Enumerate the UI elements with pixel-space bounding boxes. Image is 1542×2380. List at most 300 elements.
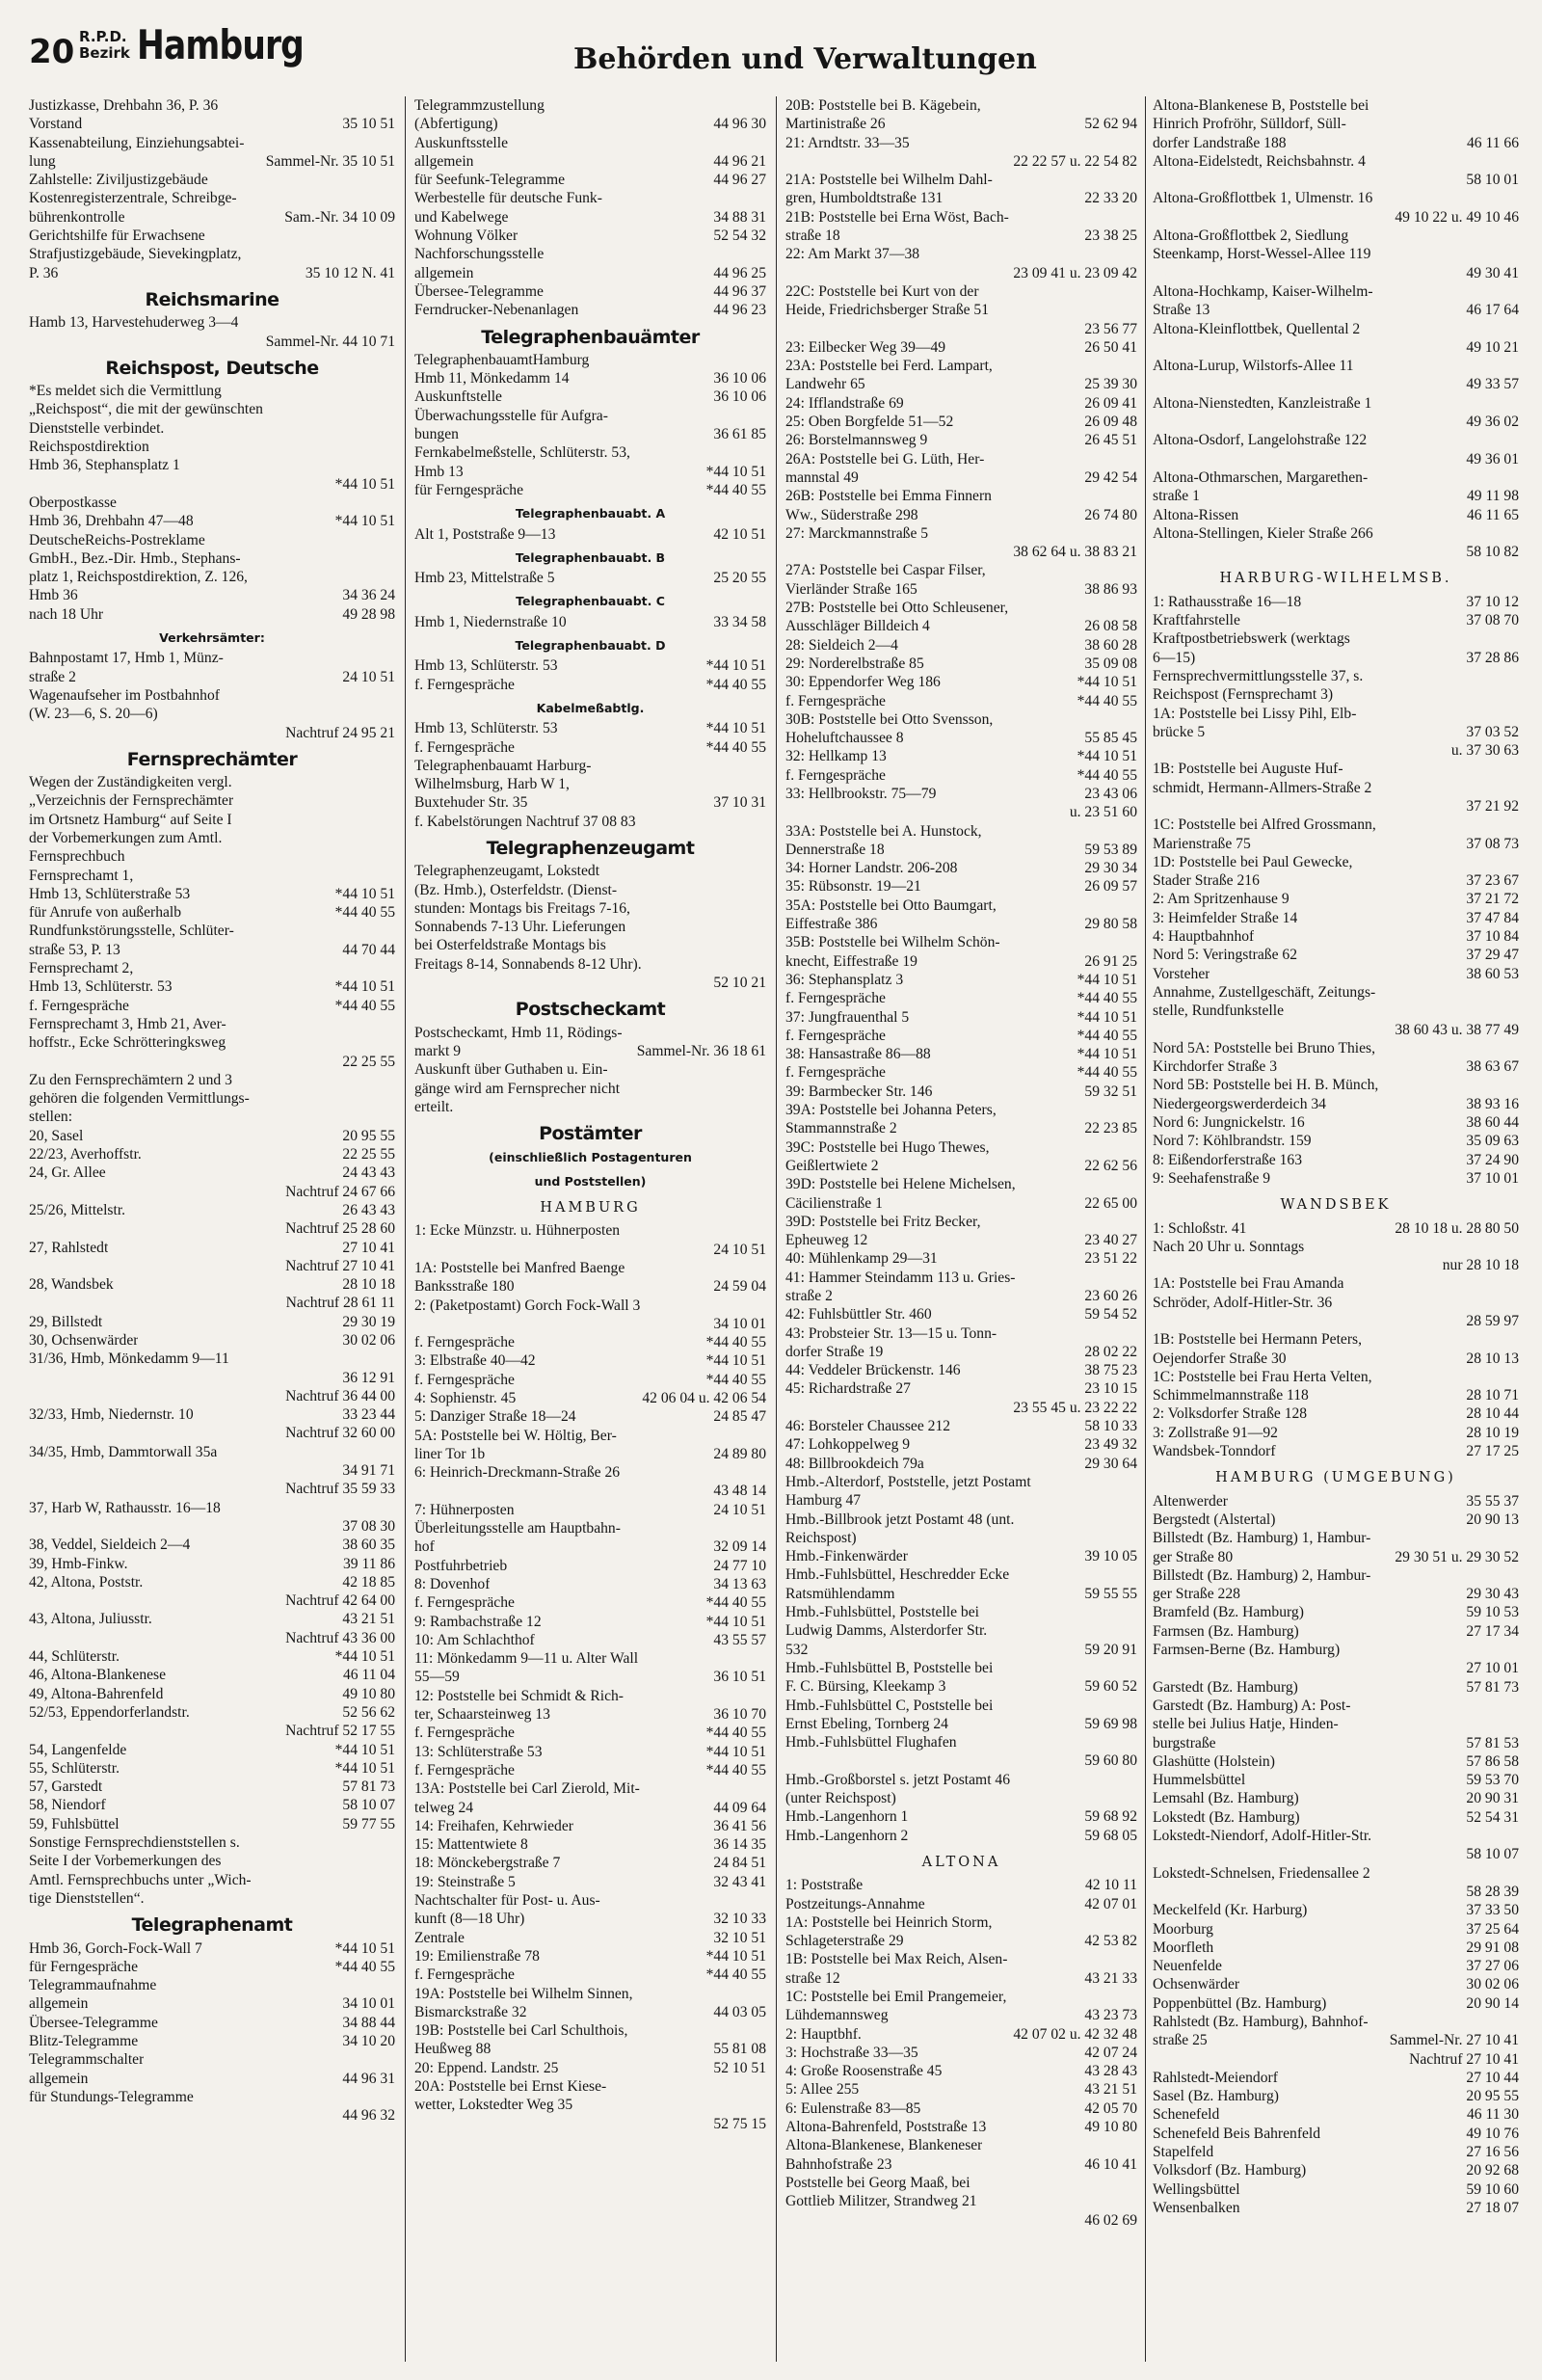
phone-number: 37 29 47 [1466, 947, 1519, 964]
directory-entry [1153, 1975, 1519, 1993]
directory-entry [785, 1733, 1137, 1752]
directory-entry [1153, 1057, 1519, 1076]
entry-text: 44: Veddeler Brückenstr. 146 [785, 1362, 961, 1379]
entry-text: 1C: Poststelle bei Frau Herta Velten, [1153, 1368, 1372, 1385]
entry-text: Vorstand [29, 116, 83, 133]
entry-text: f. Ferngespräche [785, 990, 886, 1007]
entry-text: Hmb.-Fuhlsbüttel Flughafen [785, 1734, 957, 1752]
entry-text: Bismarckstraße 32 [414, 2003, 527, 2020]
entry-text: Hmb 13, Schlüterstraße 53 [29, 885, 191, 902]
section-heading: Telegraphenbauabt. B [515, 549, 666, 565]
entry-text: 21B: Poststelle bei Erna Wöst, Bach- [785, 208, 1009, 226]
entry-text: 18: Mönckebergstraße 7 [414, 1855, 561, 1872]
entry-text: Übersee-Telegramme [414, 282, 544, 300]
directory-entry [785, 1175, 1137, 1193]
phone-number: 30 02 06 [1466, 1976, 1519, 1993]
entry-text: 35A: Poststelle bei Otto Baumgart, [785, 896, 997, 914]
directory-entry [29, 1610, 395, 1628]
directory-entry [785, 1194, 1137, 1213]
directory-entry [29, 1294, 395, 1312]
directory-entry [785, 1269, 1137, 1287]
directory-entry [414, 676, 766, 694]
phone-number: 32 43 41 [713, 1873, 766, 1890]
entry-text: 37, Harb W, Rathausstr. 16—18 [29, 1499, 221, 1516]
directory-entry [29, 1275, 395, 1294]
entry-text: Ww., Süderstraße 298 [785, 506, 918, 523]
entry-text: Bahnpostamt 17, Hmb 1, Münz- [29, 650, 224, 667]
entry-text: Hmb.-Großborstel s. jetzt Postamt 46 [785, 1771, 1011, 1788]
directory-entry [1153, 1697, 1519, 1715]
entry-text: Moorfleth [1153, 1939, 1214, 1956]
entry-text: f. Ferngespräche [785, 692, 886, 709]
phone-number: *44 10 51 [705, 1947, 766, 1965]
phone-number: 22 23 85 [1084, 1120, 1137, 1137]
entry-text: 33: Hellbrookstr. 75—79 [785, 785, 937, 802]
phone-number: 46 10 41 [1084, 2155, 1137, 2173]
directory-entry [785, 1343, 1137, 1361]
entry-text: Hmb.-Langenhorn 1 [785, 1808, 909, 1826]
directory-entry [414, 1817, 766, 1835]
directory-entry [414, 208, 766, 227]
phone-number: 49 28 98 [342, 605, 395, 623]
phone-number: 26 09 57 [1084, 878, 1137, 896]
directory-entry [785, 1913, 1137, 1932]
directory-entry [29, 829, 395, 847]
directory-entry [414, 2003, 766, 2021]
entry-text: f. Ferngespräche [414, 1594, 515, 1612]
phone-number: 34 10 01 [342, 1995, 395, 2013]
directory-entry [414, 282, 766, 301]
entry-text: straße 12 [785, 1969, 840, 1987]
entry-text: 25: Oben Borgfelde 51—52 [785, 414, 954, 431]
directory-entry [1153, 909, 1519, 927]
directory-entry [1153, 450, 1519, 468]
entry-text: Lemsahl (Bz. Hamburg) [1153, 1790, 1299, 1807]
directory-entry [785, 506, 1137, 524]
entry-text: 39: Barmbecker Str. 146 [785, 1083, 933, 1100]
entry-text: 2: Hauptbhf. [785, 2025, 862, 2043]
directory-entry [414, 1799, 766, 1817]
directory-entry [1153, 1939, 1519, 1957]
directory-entry [785, 1008, 1137, 1027]
phone-number: 49 36 02 [1466, 414, 1519, 431]
directory-entry [414, 2115, 766, 2133]
phone-number: 22 62 56 [1084, 1157, 1137, 1174]
phone-number: 58 10 82 [1466, 544, 1519, 561]
entry-text: 23: Eilbecker Weg 39—49 [785, 338, 946, 356]
entry-text: Altona-Kleinflottbek, Quellental 2 [1153, 320, 1361, 337]
entry-text: Altona-Nienstedten, Kanzleistraße 1 [1153, 394, 1372, 412]
entry-text: Farmsen-Berne (Bz. Hamburg) [1153, 1642, 1341, 1659]
directory-entry [29, 382, 395, 400]
directory-entry [785, 282, 1137, 301]
entry-text: 14: Freihafen, Kehrwieder [414, 1817, 573, 1834]
entry-text: 2: Am Spritzenhause 9 [1153, 891, 1289, 908]
directory-entry [785, 1027, 1137, 1045]
phone-number: 44 96 30 [713, 116, 766, 133]
section-heading: Telegraphenamt [131, 1916, 293, 1936]
directory-entry [29, 1958, 395, 1976]
directory-entry [785, 2136, 1137, 2154]
phone-number: 55 85 45 [1084, 730, 1137, 747]
entry-text: TelegraphenbauamtHamburg [414, 351, 590, 368]
entry-text: Wohnung Völker [414, 227, 518, 245]
entry-text: telweg 24 [414, 1799, 474, 1816]
phone-number: 24 85 47 [713, 1408, 766, 1426]
directory-entry [1153, 1404, 1519, 1423]
directory-entry [1153, 1678, 1519, 1697]
phone-number: 27 17 34 [1466, 1622, 1519, 1640]
directory-entry [29, 1647, 395, 1666]
entry-text: 33A: Poststelle bei A. Hunstock, [785, 822, 982, 840]
entry-text: Hmb 23, Mittelstraße 5 [414, 570, 555, 587]
directory-entry [785, 1565, 1137, 1584]
directory-entry [785, 357, 1137, 375]
entry-text: Zu den Fernsprechämtern 2 und 3 [29, 1071, 232, 1088]
directory-entry [1153, 1864, 1519, 1883]
phone-number: 24 10 51 [713, 1501, 766, 1518]
phone-number: Sammel-Nr. 44 10 71 [265, 333, 395, 350]
phone-number: 20 95 55 [342, 1127, 395, 1144]
directory-entry [414, 1501, 766, 1519]
entry-text: Martinistraße 26 [785, 116, 886, 133]
directory-entry [785, 264, 1137, 282]
phone-number: 49 10 22 u. 49 10 46 [1395, 208, 1519, 226]
directory-entry [785, 413, 1137, 431]
phone-number: 32 10 51 [713, 1929, 766, 1946]
phone-number: 35 09 63 [1466, 1133, 1519, 1150]
directory-entry [785, 1585, 1137, 1603]
directory-entry [29, 245, 395, 263]
entry-text: 23A: Poststelle bei Ferd. Lampart, [785, 358, 993, 375]
phone-number: 42 07 02 u. 42 32 48 [1013, 2025, 1137, 2043]
entry-text: 43, Altona, Juliusstr. [29, 1611, 152, 1628]
entry-text: 39C: Poststelle bei Hugo Thewes, [785, 1138, 990, 1156]
section-heading: Postämter [539, 1125, 642, 1144]
phone-number: Sammel-Nr. 35 10 51 [265, 152, 395, 170]
entry-text: Justizkasse, Drehbahn 36, P. 36 [29, 97, 219, 114]
phone-number: 52 56 62 [342, 1703, 395, 1721]
entry-text: Blitz-Telegramme [29, 2032, 139, 2049]
entry-text: f. Ferngespräche [785, 766, 886, 784]
directory-entry [29, 1201, 395, 1219]
entry-text: Reichspost (Fernsprechamt 3) [1153, 686, 1334, 704]
entry-text: Schlageterstraße 29 [785, 1933, 904, 1950]
phone-number: 36 10 06 [713, 388, 766, 406]
directory-entry [414, 1649, 766, 1668]
phone-number: 24 84 51 [713, 1855, 766, 1872]
phone-number: 34 10 20 [342, 2032, 395, 2049]
directory-entry [1153, 1529, 1519, 1547]
directory-entry [414, 301, 766, 319]
phone-number: *44 10 51 [1077, 1008, 1137, 1026]
directory-entry [785, 1827, 1137, 1845]
directory-entry [1153, 171, 1519, 189]
phone-number: 22 33 20 [1084, 190, 1137, 207]
directory-entry [1153, 468, 1519, 487]
phone-number: *44 10 51 [1077, 674, 1137, 691]
phone-number: 37 21 72 [1466, 891, 1519, 908]
phone-number: 29 30 43 [1466, 1586, 1519, 1603]
directory-entry [1153, 189, 1519, 207]
directory-entry [785, 1249, 1137, 1268]
directory-entry [414, 1333, 766, 1351]
entry-text: Auskunftsstelle [414, 134, 509, 151]
directory-entry [785, 710, 1137, 729]
directory-entry [785, 1988, 1137, 2006]
directory-entry [1153, 524, 1519, 543]
phone-number: 26 50 41 [1084, 338, 1137, 356]
directory-entry [1153, 96, 1519, 115]
entry-text: Hmb 36, Drehbahn 47—48 [29, 513, 194, 530]
directory-entry [29, 2070, 395, 2088]
directory-entry [29, 438, 395, 456]
entry-text: Hmb.-Fuhlsbüttel, Poststelle bei [785, 1604, 979, 1621]
phone-number: 59 53 89 [1084, 841, 1137, 858]
entry-text: bungen [414, 426, 459, 443]
directory-entry [414, 2021, 766, 2040]
entry-text: Ferndrucker-Nebenanlagen [414, 302, 579, 319]
phone-number: Nachtruf 24 67 66 [285, 1183, 395, 1200]
phone-number: 37 28 86 [1466, 649, 1519, 666]
entry-text: Bramfeld (Bz. Hamburg) [1153, 1604, 1304, 1621]
phone-number: 57 81 53 [1466, 1734, 1519, 1752]
phone-number: 24 59 04 [713, 1278, 766, 1296]
directory-entry [414, 2096, 766, 2114]
entry-text: Schröder, Adolf-Hitler-Str. 36 [1153, 1294, 1333, 1311]
entry-text: Überleitungsstelle am Hauptbahn- [414, 1520, 621, 1538]
entry-text: kunft (8—18 Uhr) [414, 1911, 525, 1928]
phone-number: 28 59 97 [1466, 1313, 1519, 1329]
entry-text: Altona-Blankenese, Blankeneser [785, 2137, 983, 2154]
entry-text: 20, Sasel [29, 1127, 84, 1144]
directory-entry [29, 1994, 395, 2013]
phone-number: 37 25 64 [1466, 1920, 1519, 1938]
directory-entry [29, 1889, 395, 1908]
directory-entry [414, 1259, 766, 1277]
entry-text: für Ferngespräche [29, 1958, 139, 1975]
phone-number: *44 10 51 [334, 1741, 395, 1758]
entry-text: 25/26, Mittelstr. [29, 1201, 126, 1218]
entry-text: Freitags 8-14, Sonnabends 8-12 Uhr). [414, 955, 642, 973]
entry-text: 8: Eißendorferstraße 163 [1153, 1151, 1303, 1168]
entry-text: Hmb 13 [414, 463, 464, 480]
directory-entry [1153, 965, 1519, 983]
phone-number: 59 68 92 [1084, 1808, 1137, 1826]
entry-text: gehören die folgenden Vermittlungs- [29, 1090, 250, 1108]
entry-text: Hoheluftchaussee 8 [785, 730, 904, 747]
entry-text: Stapelfeld [1153, 2144, 1214, 2161]
section-heading: HAMBURG [540, 1200, 641, 1217]
directory-entry [785, 1361, 1137, 1379]
directory-entry [785, 338, 1137, 357]
directory-entry [1153, 245, 1519, 263]
directory-entry [29, 1219, 395, 1238]
section-heading: und Poststellen) [534, 1173, 647, 1189]
entry-text: Hmb 13, Schlüterstr. 53 [29, 978, 173, 996]
phone-number: 20 90 14 [1466, 1994, 1519, 2012]
directory-entry [29, 1939, 395, 1958]
phone-number: u. 37 30 63 [1450, 742, 1519, 760]
directory-entry [29, 1313, 395, 1331]
directory-entry [785, 1213, 1137, 1231]
directory-entry [785, 599, 1137, 617]
directory-entry [414, 1966, 766, 1984]
directory-entry [785, 1789, 1137, 1807]
directory-entry [1153, 685, 1519, 704]
entry-text: Wegen der Zuständigkeiten vergl. [29, 774, 232, 791]
directory-entry [414, 1929, 766, 1947]
phone-number: 37 21 92 [1466, 797, 1519, 815]
entry-text: 2: (Paketpostamt) Gorch Fock-Wall 3 [414, 1297, 641, 1314]
phone-number: 35 09 08 [1084, 655, 1137, 672]
directory-entry [29, 1405, 395, 1424]
entry-text: 6: Eulenstraße 83—85 [785, 2099, 921, 2117]
directory-entry [1153, 1368, 1519, 1386]
entry-text: Kraftpostbetriebswerk (werktags [1153, 630, 1350, 648]
entry-text: Marienstraße 75 [1153, 835, 1251, 852]
directory-entry [29, 885, 395, 903]
entry-text: Oberpostkasse [29, 494, 117, 511]
directory-entry [414, 569, 766, 587]
entry-text: 1A: Poststelle bei Frau Amanda [1153, 1275, 1344, 1293]
directory-entry [29, 1089, 395, 1108]
entry-text: tige Dienststellen“. [29, 1889, 145, 1907]
entry-text: 27B: Poststelle bei Otto Schleusener, [785, 600, 1009, 617]
directory-entry [29, 1722, 395, 1740]
directory-entry [785, 2174, 1137, 2192]
phone-number: 37 27 06 [1466, 1958, 1519, 1975]
directory-entry [29, 1033, 395, 1052]
entry-text: Strafjustizgebäude, Sievekingplatz, [29, 246, 242, 263]
phone-number: Nachtruf 43 36 00 [285, 1629, 395, 1646]
directory-entry [1153, 1350, 1519, 1368]
directory-entry [785, 1399, 1137, 1417]
directory-entry [785, 431, 1137, 449]
entry-text: 39A: Poststelle bei Johanna Peters, [785, 1102, 997, 1119]
directory-entry [414, 1371, 766, 1389]
phone-number: 38 60 28 [1084, 636, 1137, 654]
entry-text: Hmb.-Billbrook jetzt Postamt 48 (unt. [785, 1511, 1015, 1528]
phone-number: 27 16 56 [1466, 2144, 1519, 2161]
entry-text: Hmb.-Alterdorf, Poststelle, jetzt Postamt [785, 1473, 1031, 1490]
phone-number: 42 05 70 [1084, 2099, 1137, 2117]
directory-entry [29, 2088, 395, 2106]
phone-number: 42 10 11 [1085, 1877, 1137, 1894]
phone-number: 34 36 24 [342, 587, 395, 604]
phone-number: 59 60 52 [1084, 1678, 1137, 1696]
entry-text: für Ferngespräche [414, 481, 524, 498]
phone-number: 49 30 41 [1466, 264, 1519, 281]
column-divider [776, 96, 777, 2362]
directory-entry [785, 134, 1137, 152]
directory-entry [29, 705, 395, 723]
directory-entry [414, 1891, 766, 1910]
phone-number: 38 60 43 u. 38 77 49 [1395, 1021, 1519, 1038]
entry-text: für Seefunk-Telegramme [414, 172, 566, 189]
phone-number: 38 60 35 [342, 1537, 395, 1554]
directory-entry [785, 1305, 1137, 1324]
phone-number: 36 41 56 [713, 1817, 766, 1834]
phone-number: *44 40 55 [705, 676, 766, 693]
directory-entry [1153, 667, 1519, 685]
phone-number: Nachtruf 24 95 21 [285, 724, 395, 741]
entry-text: nach 18 Uhr [29, 605, 104, 623]
directory-entry [29, 189, 395, 207]
phone-number: 22 22 57 u. 22 54 82 [1013, 152, 1137, 170]
phone-number: 59 10 60 [1466, 2180, 1519, 2198]
phone-number: 43 23 73 [1084, 2007, 1137, 2024]
section-heading: HARBURG-WILHELMSB. [1219, 571, 1452, 587]
phone-number: 38 60 53 [1466, 965, 1519, 982]
directory-entry [29, 791, 395, 810]
entry-text: Niedergeorgswerderdeich 34 [1153, 1095, 1326, 1112]
entry-text: Postzeitungs-Annahme [785, 1895, 925, 1912]
directory-entry [785, 1417, 1137, 1435]
entry-text: Fernkabelmeßstelle, Schlüterstr. 53, [414, 444, 630, 462]
phone-number: 46 11 65 [1467, 506, 1519, 523]
directory-entry [1153, 760, 1519, 778]
entry-text: straße 25 [1153, 2032, 1208, 2049]
phone-number: 42 53 82 [1084, 1933, 1137, 1950]
entry-text: Glashütte (Holstein) [1153, 1752, 1275, 1770]
entry-text: 39, Hmb-Finkw. [29, 1555, 128, 1572]
entry-text: 28: Sieldeich 2—4 [785, 636, 898, 654]
phone-number: 42 06 04 u. 42 06 54 [642, 1390, 766, 1406]
entry-text: 37: Jungfrauenthal 5 [785, 1008, 910, 1026]
phone-number: 36 10 51 [713, 1669, 766, 1686]
directory-entry [414, 1351, 766, 1370]
entry-text: 32: Hellkamp 13 [785, 748, 887, 765]
directory-entry [785, 96, 1137, 115]
phone-number: *44 40 55 [1077, 990, 1137, 1007]
entry-text: brücke 5 [1153, 723, 1206, 740]
phone-number: 59 69 98 [1084, 1715, 1137, 1732]
phone-number: 26 09 41 [1084, 394, 1137, 412]
directory-entry [1153, 1021, 1519, 1039]
directory-entry [414, 115, 766, 133]
entry-text: Altona-Bahrenfeld, Poststraße 13 [785, 2119, 987, 2136]
entry-text: Steenkamp, Horst-Wessel-Allee 119 [1153, 246, 1371, 263]
directory-entry [414, 425, 766, 443]
directory-entry [29, 1350, 395, 1368]
entry-text: Auskunft über Guthaben u. Ein- [414, 1061, 608, 1079]
directory-entry [785, 933, 1137, 951]
phone-number: 34 10 01 [713, 1315, 766, 1332]
directory-entry [29, 456, 395, 474]
directory-entry [1153, 1442, 1519, 1460]
phone-number: Nachtruf 42 64 00 [285, 1592, 395, 1610]
directory-entry [414, 1463, 766, 1482]
entry-text: Wagenaufseher im Postbahnhof [29, 686, 220, 704]
column-1 [29, 96, 395, 2362]
phone-number: *44 40 55 [705, 1371, 766, 1388]
phone-number: 35 55 37 [1466, 1492, 1519, 1510]
phone-number: Sammel-Nr. 36 18 61 [636, 1042, 766, 1059]
entry-text: schmidt, Hermann-Allmers-Straße 2 [1153, 779, 1372, 796]
entry-text: Hmb 13, Schlüterstr. 53 [414, 657, 558, 675]
phone-number: 44 09 64 [713, 1799, 766, 1816]
directory-entry [1153, 2050, 1519, 2069]
phone-number: 42 10 51 [713, 525, 766, 543]
phone-number: 58 10 33 [1084, 1418, 1137, 1435]
phone-number: 44 70 44 [342, 941, 395, 958]
entry-text: DeutscheReichs-Postreklame [29, 531, 205, 548]
directory-entry [414, 1854, 766, 1872]
directory-entry [29, 96, 395, 115]
entry-text: „Verzeichnis der Fernsprechämter [29, 792, 234, 810]
phone-number: 43 28 43 [1084, 2063, 1137, 2080]
